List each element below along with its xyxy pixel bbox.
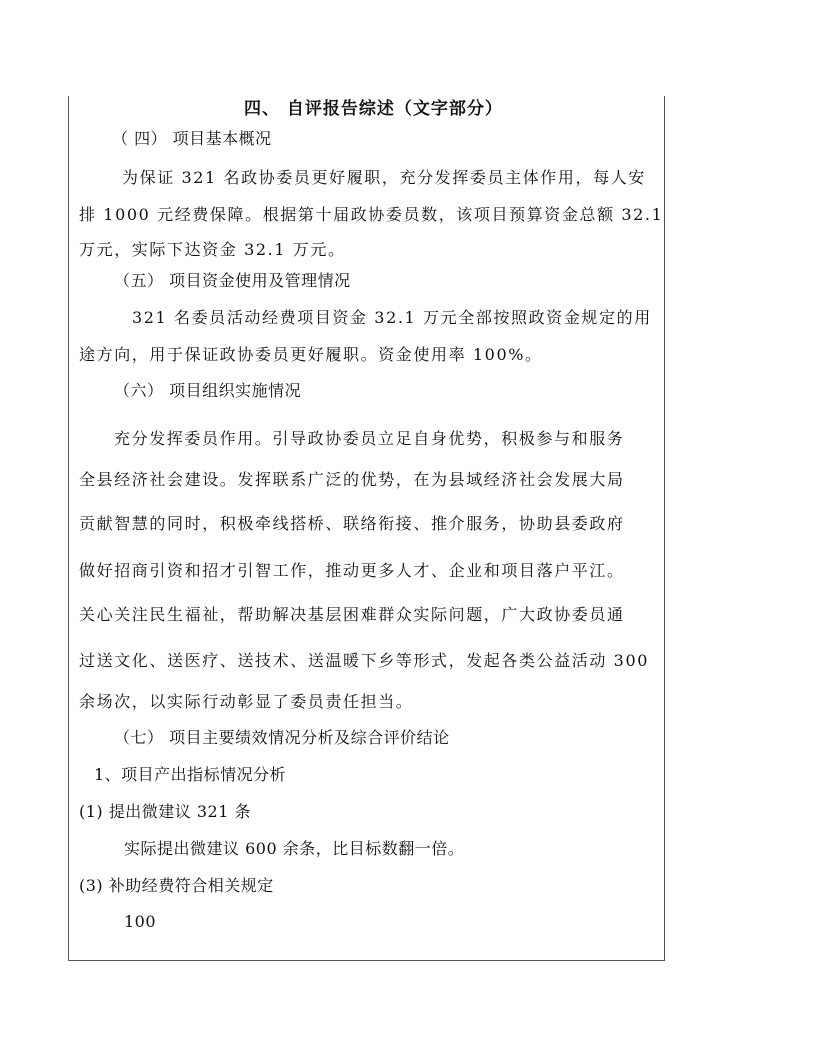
section6-line: 过送文化、送医疗、送技术、送温暖下乡等形式，发起各类公益活动 300 (79, 651, 650, 670)
section6-line: 做好招商引资和招才引智工作，推动更多人才、企业和项目落户平江。 (79, 561, 625, 580)
item1-heading: (1) 提出微建议 321 条 (79, 802, 251, 821)
section4-line: 万元，实际下达资金 32.1 万元。 (79, 240, 346, 259)
section7-heading: （七） 项目主要绩效情况分析及综合评价结论 (114, 728, 450, 747)
section5-line: 321 名委员活动经费项目资金 32.1 万元全部按照政资金规定的用 (132, 308, 652, 327)
section6-line: 全县经济社会建设。发挥联系广泛的优势，在为县域经济社会发展大局 (79, 470, 625, 489)
section4-line: 为保证 321 名政协委员更好履职，充分发挥委员主体作用，每人安 (122, 168, 646, 187)
section4-heading: （ 四） 项目基本概况 (112, 129, 272, 148)
section6-line: 余场次，以实际行动彰显了委员责任担当。 (79, 692, 414, 711)
section6-line: 充分发挥委员作用。引导政协委员立足自身优势，积极参与和服务 (114, 429, 625, 448)
item1-text: 实际提出微建议 600 余条，比目标数翻一倍。 (124, 839, 465, 858)
section6-line: 贡献智慧的同时，积极牵线搭桥、联络衔接、推介服务，协助县委政府 (79, 514, 625, 533)
page-title: 四、 自评报告综述（文字部分） (244, 99, 503, 119)
section5-line: 途方向，用于保证政协委员更好履职。资金使用率 100%。 (79, 345, 543, 364)
section6-heading: （六） 项目组织实施情况 (114, 381, 302, 400)
section4-line: 排 1000 元经费保障。根据第十届政协委员数，该项目预算资金总额 32.1 (79, 205, 664, 224)
section5-heading: （五） 项目资金使用及管理情况 (114, 271, 351, 290)
item3-heading: (3) 补助经费符合相关规定 (79, 876, 274, 895)
subsection1-heading: 1、项目产出指标情况分析 (94, 765, 287, 784)
item3-text: 100 (124, 912, 157, 931)
section6-line: 关心关注民生福祉，帮助解决基层困难群众实际问题，广大政协委员通 (79, 605, 625, 624)
